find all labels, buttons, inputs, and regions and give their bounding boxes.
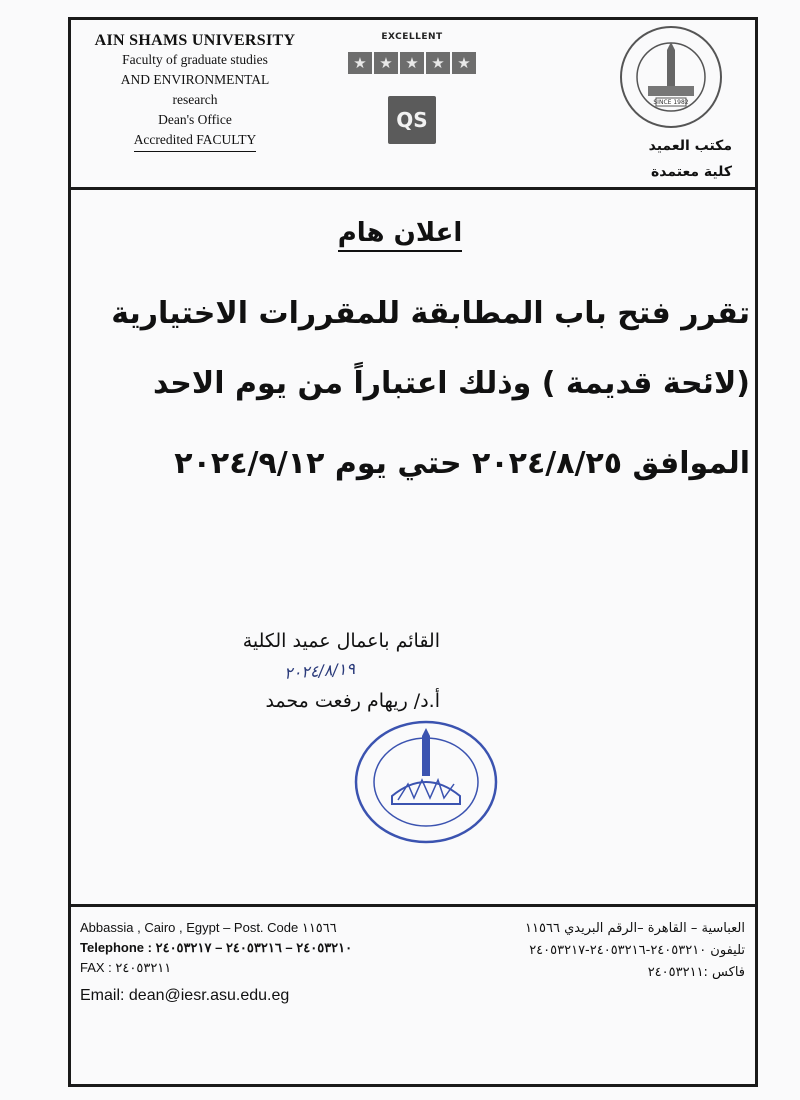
faculty-line: research — [172, 92, 218, 107]
accredited-label: Accredited FACULTY — [134, 130, 257, 152]
handwritten-date: ٢٠٢٤/٨/١٩ — [283, 658, 356, 683]
university-header — [80, 32, 310, 152]
faculty-line: Faculty of graduate studies — [122, 52, 268, 67]
excellent-label: EXCELLENT — [381, 32, 443, 42]
star-icon: ★ — [374, 52, 398, 74]
header-divider — [68, 187, 758, 190]
announcement-line: تقرر فتح باب المطابقة للمقررات الاختيارية — [111, 296, 750, 331]
faculty-line: Dean's Office — [158, 112, 232, 127]
ranking-badge — [342, 32, 482, 144]
fax-en: FAX : ٢٤٠٥٣٢١١ — [80, 960, 172, 975]
official-stamp-icon — [352, 718, 500, 846]
address-en: Abbassia , Cairo , Egypt – Post. Code ١١٥٦٦ — [80, 920, 337, 935]
announcement-title: اعلان هام — [300, 218, 500, 248]
faculty-seal-icon — [618, 24, 724, 130]
faculty-seal-block — [612, 24, 732, 182]
star-icon: ★ — [400, 52, 424, 74]
footer-arabic — [470, 918, 745, 984]
announcement-line: الموافق ٢٠٢٤/٨/٢٥ حتي يوم ٢٠٢٤/٩/١٢ — [174, 446, 750, 481]
star-icon: ★ — [348, 52, 372, 74]
svg-text:SINCE 1982: SINCE 1982 — [653, 99, 689, 106]
telephone-en: Telephone : ٢٤٠٥٣٢١٠ – ٢٤٠٥٣٢١٦ – ٢٤٠٥٣٢١٧ — [80, 940, 353, 955]
announcement-line: (لائحة قديمة ) وذلك اعتباراً من يوم الاحد — [152, 366, 750, 401]
dean-office-arabic: مكتب العميد — [648, 138, 732, 154]
telephone-ar: تليفون ٢٤٠٥٣٢١٠-٢٤٠٥٣٢١٦-٢٤٠٥٣٢١٧ — [529, 943, 745, 958]
signatory-role: القائم باعمال عميد الكلية — [242, 630, 440, 652]
footer-english — [80, 918, 420, 1006]
accredited-arabic: كلية معتمدة — [651, 164, 732, 180]
star-icon: ★ — [452, 52, 476, 74]
address-ar: العباسية – القاهرة –الرقم البريدي ١١٥٦٦ — [525, 921, 745, 936]
rating-stars — [342, 52, 482, 74]
fax-ar: فاكس :٢٤٠٥٣٢١١ — [647, 965, 745, 980]
footer-divider — [68, 904, 758, 907]
faculty-line: AND ENVIRONMENTAL — [120, 72, 270, 87]
star-icon: ★ — [426, 52, 450, 74]
email-en: Email: dean@iesr.asu.edu.eg — [80, 987, 290, 1004]
signatory-name: أ.د/ ريهام رفعت محمد — [265, 690, 440, 712]
qs-logo: QS — [388, 96, 436, 144]
university-name: AIN SHAMS UNIVERSITY — [94, 32, 296, 49]
